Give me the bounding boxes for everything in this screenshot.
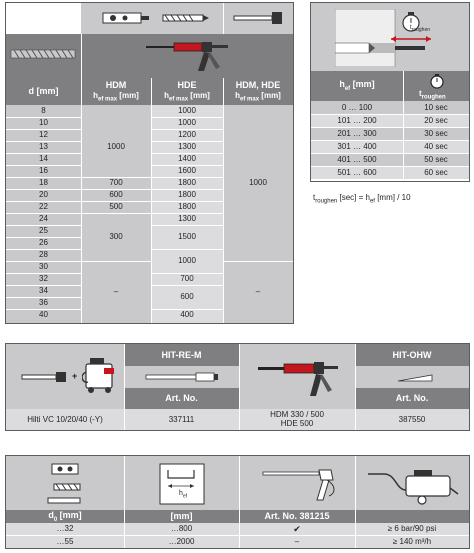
hde-value: 1200 (178, 130, 196, 139)
row-line (151, 213, 223, 214)
art-value: – (294, 537, 300, 546)
t-subscript: roughen (315, 198, 338, 205)
re-m-art-no: 337111 (168, 414, 195, 424)
hde-value: 1500 (178, 232, 196, 241)
dispenser-gun-icon (256, 358, 340, 398)
d-value: 40 (39, 310, 48, 319)
d-value: 30 (39, 262, 48, 271)
row-line (6, 189, 81, 190)
col-header-d (6, 78, 81, 105)
t-subscript: roughen (411, 27, 431, 34)
row-line (151, 285, 223, 286)
row-line (6, 297, 81, 298)
roughen-time: 50 sec (424, 154, 448, 164)
hde-value: 1000 (178, 118, 196, 127)
row-line (311, 166, 469, 167)
art-no-label: Art. No. (165, 393, 198, 403)
row-line (311, 153, 469, 154)
col-header-hdm-title: HDM (105, 79, 127, 90)
both-value: – (255, 287, 261, 296)
d0-value: …55 (56, 537, 74, 546)
hde-value: 1000 (178, 256, 196, 265)
vc-name: Hilti VC 10/20/40 (-Y) (27, 414, 103, 424)
row-line (6, 225, 81, 226)
hef-subscript: ef (369, 198, 375, 205)
stopwatch-icon (429, 73, 445, 89)
hde-value: 1800 (178, 190, 196, 199)
roughen-time: 20 sec (424, 115, 448, 125)
hit-re-m-label: HIT-RE-M (161, 349, 202, 360)
table-air-nozzle (5, 455, 470, 549)
dispenser-models (239, 409, 355, 430)
row-line (151, 273, 223, 274)
roughen-time: 40 sec (424, 141, 448, 151)
mm-value: …800 (170, 524, 193, 533)
unit-mm: [mm] (188, 90, 210, 100)
hde-value: 700 (180, 274, 194, 283)
d-value: 13 (39, 142, 48, 151)
hdm-value: – (113, 287, 119, 296)
hef-label (179, 490, 187, 499)
hef-subscript: ef max (98, 96, 118, 103)
dispenser-model-1: HDM 330 / 500 (270, 410, 324, 419)
unit-mm: [mm] (117, 90, 139, 100)
hdm-value: 600 (109, 190, 123, 199)
d-value: 34 (39, 286, 48, 295)
row-line (151, 177, 223, 178)
d-value: 16 (39, 166, 48, 175)
roughen-time: 60 sec (424, 167, 448, 177)
air-nozzle-icon (261, 464, 341, 504)
hde-value: 400 (180, 310, 194, 319)
unit-mm: [mm] (57, 509, 82, 520)
hef-subscript: ef max (240, 96, 260, 103)
hdm-value: 700 (109, 178, 123, 187)
drill-bits-icon (44, 462, 86, 506)
hef-subscript: ef (344, 85, 351, 92)
row-line (6, 177, 81, 178)
hdm-value: 500 (109, 202, 123, 211)
hde-value: 1800 (178, 178, 196, 187)
hef-symbol: h (179, 490, 183, 497)
t-symbol: t (419, 89, 422, 98)
roughen-formula (313, 193, 411, 205)
col-header-both-title: HDM, HDE (235, 79, 281, 90)
hef-symbol: h (93, 90, 99, 100)
hde-value: 1000 (178, 106, 196, 115)
row-line (311, 140, 469, 141)
t-symbol: t (410, 25, 412, 31)
hde-value: 1300 (178, 214, 196, 223)
row-line (151, 129, 223, 130)
roughen-image-label (410, 25, 430, 33)
divider (223, 3, 224, 34)
hef-symbol: h (164, 90, 170, 100)
d-value: 32 (39, 274, 48, 283)
row-line (81, 213, 151, 214)
d-value: 14 (39, 154, 48, 163)
row-line (6, 249, 81, 250)
hef-symbol: h (235, 90, 241, 100)
row-line (81, 177, 151, 178)
ohw-art-no: 387550 (398, 414, 426, 424)
row-line (6, 237, 81, 238)
art-no-label: Art. No. (395, 393, 429, 403)
table-accessories (5, 343, 470, 431)
d0-subscript: 0 (53, 516, 58, 523)
vacuum-cleaner-icon (82, 354, 118, 396)
ohw-wedge-icon (396, 373, 434, 383)
row-line (151, 141, 223, 142)
row-line (311, 114, 469, 115)
plus-sign: + (72, 371, 78, 381)
hit-ohw-label: HIT-OHW (392, 349, 432, 360)
row-line (151, 249, 223, 250)
hef-symbol: h (339, 79, 345, 90)
col-header-d0 (6, 510, 124, 523)
hef-subscript: ef max (169, 96, 189, 103)
col-header-hdm (81, 78, 151, 105)
col-header-hdm-hde (223, 78, 293, 105)
row-line (6, 261, 81, 262)
row-line (151, 117, 223, 118)
d-value: 28 (39, 250, 48, 259)
diamond-core-bit-icon (101, 9, 211, 27)
roughen-time: 10 sec (424, 102, 448, 112)
col-divider (403, 71, 404, 181)
col-header-art-no: Art. No. 381215 (264, 511, 330, 521)
hef-range: 401 … 500 (337, 154, 377, 164)
hef-subscript: ef (182, 493, 188, 500)
col-header-mm: [mm] (170, 511, 193, 521)
air-value: ≥ 140 m³/h (392, 537, 432, 546)
d-value: 10 (39, 118, 48, 127)
row-line (81, 201, 151, 202)
air-value: ≥ 6 bar/90 psi (387, 524, 437, 533)
d-value: 25 (39, 226, 48, 235)
vacuum-adapter-icon (20, 368, 68, 386)
setting-tool-icon (232, 10, 284, 26)
row-line (81, 261, 151, 262)
dispenser-model-2: HDE 500 (280, 419, 314, 428)
row-line (6, 213, 81, 214)
row-line (6, 117, 81, 118)
col-header-hde-title: HDE (177, 79, 197, 90)
row-line (151, 309, 223, 310)
d0-symbol: d (48, 509, 54, 520)
hdm-value: 1000 (107, 142, 125, 151)
row-line (311, 127, 469, 128)
roughening-illustration (335, 9, 445, 67)
formula-end: [mm] / 10 (374, 193, 411, 202)
table-roughen-time (310, 2, 470, 182)
table-drilling-depth (5, 2, 294, 324)
d-value: 24 (39, 214, 48, 223)
col-header-hef (311, 71, 403, 101)
col-header-d-text: d [mm] (28, 86, 59, 96)
row-line (151, 153, 223, 154)
d-value: 26 (39, 238, 48, 247)
unit-mm: [mm] (350, 79, 375, 90)
mm-value: …2000 (168, 537, 195, 546)
row-line (6, 285, 81, 286)
hef-range: 101 … 200 (337, 115, 377, 125)
unit-mm: [mm] (259, 90, 281, 100)
d-value: 36 (39, 298, 48, 307)
drill-bit-icon (10, 48, 76, 60)
hef-range: 301 … 400 (337, 141, 377, 151)
row-line (151, 165, 223, 166)
air-compressor-icon (366, 466, 462, 506)
row-line (6, 165, 81, 166)
hde-value: 1300 (178, 142, 196, 151)
t-symbol: t (313, 193, 316, 202)
hde-value: 600 (180, 292, 194, 301)
hef-range: 0 … 100 (341, 102, 373, 112)
hdm-value: 300 (109, 232, 123, 241)
t-subscript: roughen (421, 94, 446, 101)
row-line (151, 225, 223, 226)
hef-range: 501 … 600 (337, 167, 377, 177)
row-line (6, 129, 81, 130)
d-value: 12 (39, 130, 48, 139)
hef-range: 201 … 300 (337, 128, 377, 138)
embedment-depth-icon (158, 462, 206, 506)
roughen-time: 30 sec (424, 128, 448, 138)
row-line (151, 189, 223, 190)
row-line (81, 189, 151, 190)
col-header-hde (151, 78, 223, 105)
d-value: 18 (39, 178, 48, 187)
d0-value: …32 (56, 524, 74, 533)
checkmark-icon: ✔ (293, 523, 301, 534)
hde-value: 1400 (178, 154, 196, 163)
d-value: 8 (41, 106, 46, 115)
row-line (6, 273, 81, 274)
header-blank (6, 3, 81, 34)
d-value: 22 (39, 202, 48, 211)
dispenser-gun-icon (144, 39, 230, 73)
hde-value: 1600 (178, 166, 196, 175)
both-value: 1000 (249, 178, 267, 187)
formula-mid: [sec] = h (337, 193, 370, 202)
col-header-t (419, 89, 446, 101)
row-line (6, 309, 81, 310)
hde-value: 1800 (178, 202, 196, 211)
mixer-nozzle-icon (144, 371, 220, 383)
row-line (6, 141, 81, 142)
row-line (151, 201, 223, 202)
row-line (6, 153, 81, 154)
row-line (6, 201, 81, 202)
d-value: 20 (39, 190, 48, 199)
